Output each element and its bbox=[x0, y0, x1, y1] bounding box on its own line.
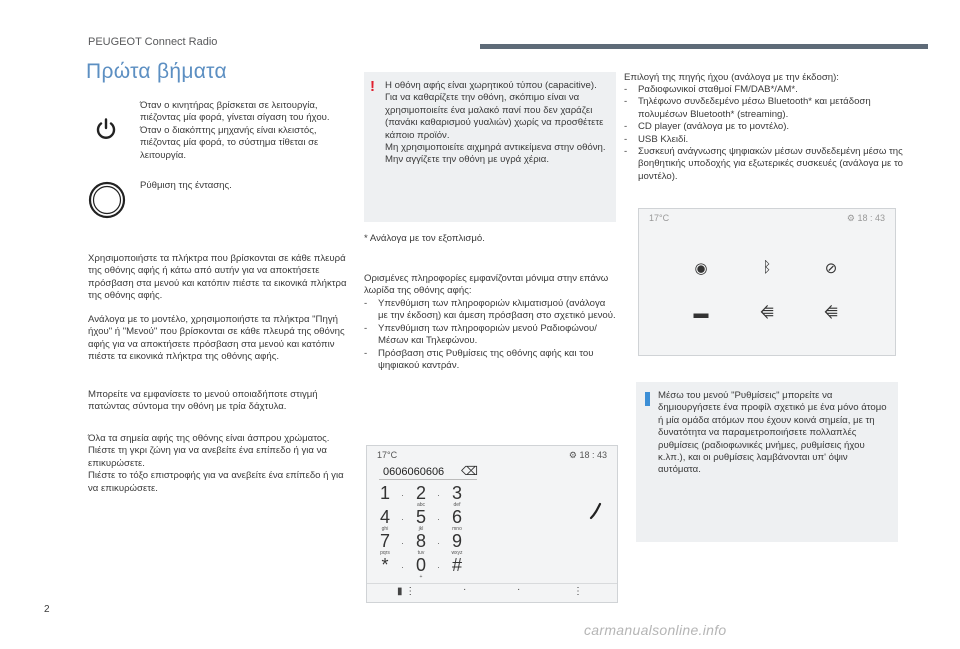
warning-box bbox=[364, 72, 616, 222]
list-item: - Τηλέφωνο συνδεδεμένο μέσω Bluetooth* και μετάδοση πολυμέσων Bluetooth* (streaming). bbox=[624, 96, 914, 121]
settings-icon[interactable]: ⚙ bbox=[846, 213, 855, 223]
key-5[interactable]: 5 jkl bbox=[415, 507, 426, 532]
key-hash[interactable]: # bbox=[451, 555, 462, 575]
warning-text: Η οθόνη αφής είναι χωρητικού τύπου (capacitive). Για να καθαρίζετε την οθόνη, σκόπιμο είναι να χρησιμοποιείτε ένα μαλακό πανί που δεν χαράζει (πανάκι καθαρισμού γυαλιών) χωρίς να προσθέτετε κάποιο προϊόν. Μη χρησιμοποιείτε αιχμηρά αντικείμενα στην οθόνη. Μην αγγίζετε την οθόνη με υγρά χέρια. bbox=[385, 80, 606, 166]
power-icon bbox=[94, 117, 118, 141]
list-item: - USB Κλειδί. bbox=[624, 134, 914, 146]
list-item: - CD player (ανάλογα με το μοντέλο). bbox=[624, 121, 914, 133]
keypad-divider bbox=[379, 479, 477, 480]
clock: 18 : 43 bbox=[857, 213, 885, 223]
more-options-icon[interactable]: ⋮ bbox=[573, 586, 583, 597]
watermark: carmanualsonline.info bbox=[584, 622, 727, 638]
page-number: 2 bbox=[44, 604, 50, 615]
list-item: - Πρόσβαση στις Ρυθμίσεις της οθόνης αφής και του ψηφιακού καντράν. bbox=[364, 348, 616, 373]
menu-dot-icon[interactable]: · bbox=[463, 584, 467, 595]
phone-keypad-screen bbox=[366, 445, 618, 603]
cd-icon[interactable]: ⊘ bbox=[824, 260, 838, 277]
list-item: - Ραδιοφωνικοί σταθμοί FM/DAB*/AM*. bbox=[624, 84, 914, 96]
source-selection-screen bbox=[638, 208, 896, 356]
key-separator: · bbox=[437, 562, 440, 572]
dialed-number: 0606060606 bbox=[383, 466, 445, 478]
footnote: * Ανάλογα με τον εξοπλισμό. bbox=[364, 233, 485, 244]
screen-bottom-bar bbox=[367, 583, 617, 602]
info-box bbox=[636, 382, 898, 542]
key-3[interactable]: 3 def bbox=[451, 483, 462, 508]
key-separator: · bbox=[401, 538, 404, 548]
call-icon[interactable] bbox=[589, 502, 603, 520]
key-separator: · bbox=[437, 490, 440, 500]
key-separator: · bbox=[437, 514, 440, 524]
radio-icon[interactable]: ◉ bbox=[694, 260, 708, 277]
key-9[interactable]: 9 wxyz bbox=[451, 531, 463, 556]
volume-knob-icon bbox=[88, 181, 126, 219]
warning-icon: ! bbox=[370, 78, 375, 95]
key-8[interactable]: 8 tuv bbox=[415, 531, 426, 556]
temperature-readout[interactable]: 17°C bbox=[377, 450, 398, 460]
volume-description: Ρύθμιση της έντασης. bbox=[140, 180, 232, 191]
source-list bbox=[624, 84, 914, 183]
header-title: PEUGEOT Connect Radio bbox=[88, 36, 218, 48]
power-description: Όταν ο κινητήρας βρίσκεται σε λειτουργία, πιέζοντας μία φορά, γίνεται σίγαση του ήχου. Όταν ο διακόπτης μηχανής είναι κλειστός, πιέζοντας μία φορά, το σύστημα τίθεται σε λειτουργία. bbox=[140, 100, 330, 161]
key-6[interactable]: 6 mno bbox=[451, 507, 462, 532]
settings-icon[interactable]: ⚙ bbox=[568, 450, 577, 460]
phone-list-icon[interactable]: ▮ ⋮ bbox=[397, 586, 416, 597]
paragraph-source-keys: Ανάλογα με το μοντέλο, χρησιμοποιήστε τα πλήκτρα "Πηγή ήχου" ή "Μενού" που βρίσκονται σε κάθε πλευρά της οθόνης αφής για να αποκτήσετε πρόσβαση στα μενού και κατόπιν πιέστε τα εικονικά πλήκτρα της οθόνης αφής. bbox=[88, 314, 345, 363]
list-item: - Υπενθύμιση των πληροφοριών μενού Ραδιοφώνου/Μέσων και Τηλεφώνου. bbox=[364, 323, 616, 348]
bluetooth-icon[interactable]: ᛒ bbox=[762, 259, 772, 276]
usb-icon[interactable]: ⭅ bbox=[760, 305, 774, 322]
screen-status-bar bbox=[639, 209, 895, 225]
key-2[interactable]: 2 abc bbox=[415, 483, 426, 508]
info-icon bbox=[645, 392, 650, 406]
paragraph-menu-keys: Χρησιμοποιήστε τα πλήκτρα που βρίσκονται σε κάθε πλευρά της οθόνης αφής ή κάτω από αυτήν για να αποκτήσετε πρόσβαση στα μενού και κατόπιν πιέστε τα εικονικά πλήκτρα της οθόνης αφής. bbox=[88, 253, 347, 302]
list-item: - Υπενθύμιση των πληροφοριών κλιματισμού (ανάλογα με την έκδοση) και άμεση πρόσβαση στο σχετικό μενού. bbox=[364, 298, 616, 323]
key-separator: · bbox=[401, 514, 404, 524]
key-star[interactable]: * bbox=[381, 555, 389, 575]
menu-dot-icon[interactable]: · bbox=[517, 584, 521, 595]
screen-status-bar bbox=[367, 446, 617, 462]
key-separator: · bbox=[401, 562, 404, 572]
top-bar-list bbox=[364, 298, 616, 372]
aux-icon[interactable]: ▬ bbox=[693, 305, 709, 322]
key-separator: · bbox=[437, 538, 440, 548]
list-item: - Συσκευή ανάγνωσης ψηφιακών μέσων συνδεδεμένη μέσω της βοηθητικής υποδοχής για εξωτερικές συσκευές (ανάλογα με το μοντέλο). bbox=[624, 146, 914, 183]
key-4[interactable]: 4 ghi bbox=[379, 507, 390, 532]
key-1[interactable]: 1 bbox=[379, 483, 390, 503]
header-rule bbox=[480, 44, 928, 49]
key-7[interactable]: 7 pqrs bbox=[379, 531, 390, 556]
temperature-readout[interactable]: 17°C bbox=[649, 213, 670, 223]
info-text: Μέσω του μενού "Ρυθμίσεις" μπορείτε να δημιουργήσετε ένα προφίλ σχετικό με ένα μόνο άτομο ή μία ομάδα ατόμων που έχουν κοινά σημεία, με τη δυνατότητα να παραμετροποιήσετε πολλαπλές ρυθμίσεις (ραδιοφωνικές μνήμες, ρυθμίσεις ήχου κ.λπ.), και οι ρυθμίσεις λαμβάνονται υπ' όψιν αυτόματα. bbox=[658, 390, 887, 476]
page-title: Πρώτα βήματα bbox=[86, 60, 227, 83]
key-0[interactable]: 0 + bbox=[415, 555, 426, 580]
backspace-icon[interactable]: ⌫ bbox=[461, 464, 478, 478]
key-separator: · bbox=[401, 490, 404, 500]
clock: 18 : 43 bbox=[579, 450, 607, 460]
usb-icon[interactable]: ⭅ bbox=[824, 305, 838, 322]
paragraph-touch-zones: Όλα τα σημεία αφής της οθόνης είναι άσπρου χρώματος. Πιέστε τη γκρι ζώνη για να ανεβείτε ένα επίπεδο ή για να επικυρώσετε. Πιέστε το τόξο επιστροφής για να ανεβείτε ένα επίπεδο ή για να επικυρώσετε. bbox=[88, 433, 344, 494]
source-intro: Επιλογή της πηγής ήχου (ανάλογα με την έκδοση): bbox=[624, 72, 839, 83]
top-bar-intro: Ορισμένες πληροφορίες εμφανίζονται μόνιμα στην επάνω λωρίδα της οθόνης αφής: bbox=[364, 273, 609, 297]
paragraph-three-fingers: Μπορείτε να εμφανίσετε το μενού οποιαδήποτε στιγμή πατώντας σύντομα την οθόνη με τρία δάχτυλα. bbox=[88, 389, 318, 413]
